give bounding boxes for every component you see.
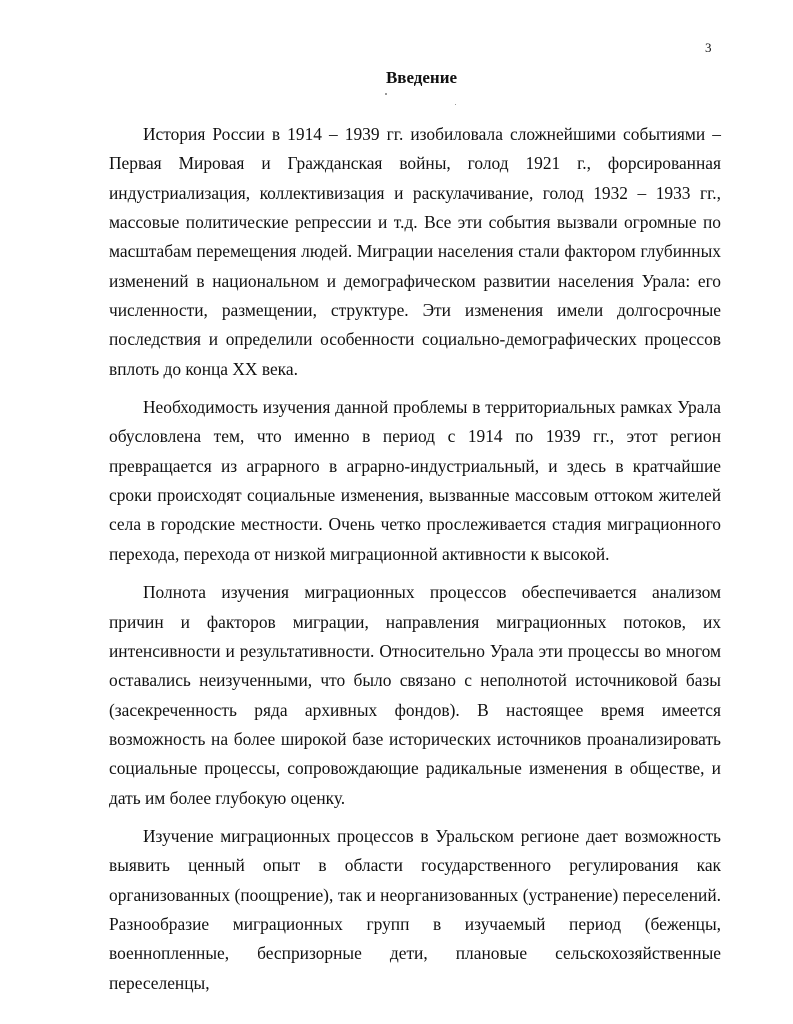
body-text xyxy=(109,120,721,998)
paragraph: Необходимость изучения данной проблемы в территориальных рамках Урала обусловлена тем, что именно в период с 1914 по 1939 гг., этот регион превращается из аграрного в аграрно-индустриальный, и здесь в кратчайшие сроки происходят социальные изменения, вызванные массовым оттоком жителей села в городские местности. Очень четко прослеживается стадия миграционного перехода, перехода от низкой миграционной активности к высокой. xyxy=(109,397,721,564)
paragraph: История России в 1914 – 1939 гг. изобиловала сложнейшими событиями – Первая Мировая и Гражданская войны, голод 1921 г., форсированная индустриализация, коллективизация и раскулачивание, голод 1932 – 1933 гг., массовые политические репрессии и т.д. Все эти события вызвали огромные по масштабам перемещения людей. Миграции населения стали фактором глубинных изменений в национальном и демографическом развитии населения Урала: его численности, размещении, структуре. Эти изменения имели долгосрочные последствия и определили особенности социально-демографических процессов вплоть до конца XX века. xyxy=(109,124,721,379)
paragraph: Изучение миграционных процессов в Уральском регионе дает возможность выявить ценный опыт в области государственного регулирования как организованных (поощрение), так и неорганизованных (устранение) переселений. Разнообразие миграционных групп в изучаемый период (беженцы, военнопленные, беспризорные дети, плановые сельскохозяйственные переселенцы, xyxy=(109,825,721,993)
page-number: 3 xyxy=(705,40,712,55)
scan-speck xyxy=(455,104,456,105)
scan-speck xyxy=(385,93,387,95)
paragraph: Полнота изучения миграционных процессов обеспечивается анализом причин и факторов миграции, направления миграционных потоков, их интенсивности и результативности. Относительно Урала эти процессы во многом оставались неизученными, что было связано с неполнотой источниковой базы (засекреченность ряда архивных фондов). В настоящее время имеется возможность на более широкой базе исторических источников проанализировать социальные процессы, сопровождающие радикальные изменения в обществе, и дать им более глубокую оценку. xyxy=(109,582,721,808)
page-title: Введение xyxy=(385,68,458,87)
